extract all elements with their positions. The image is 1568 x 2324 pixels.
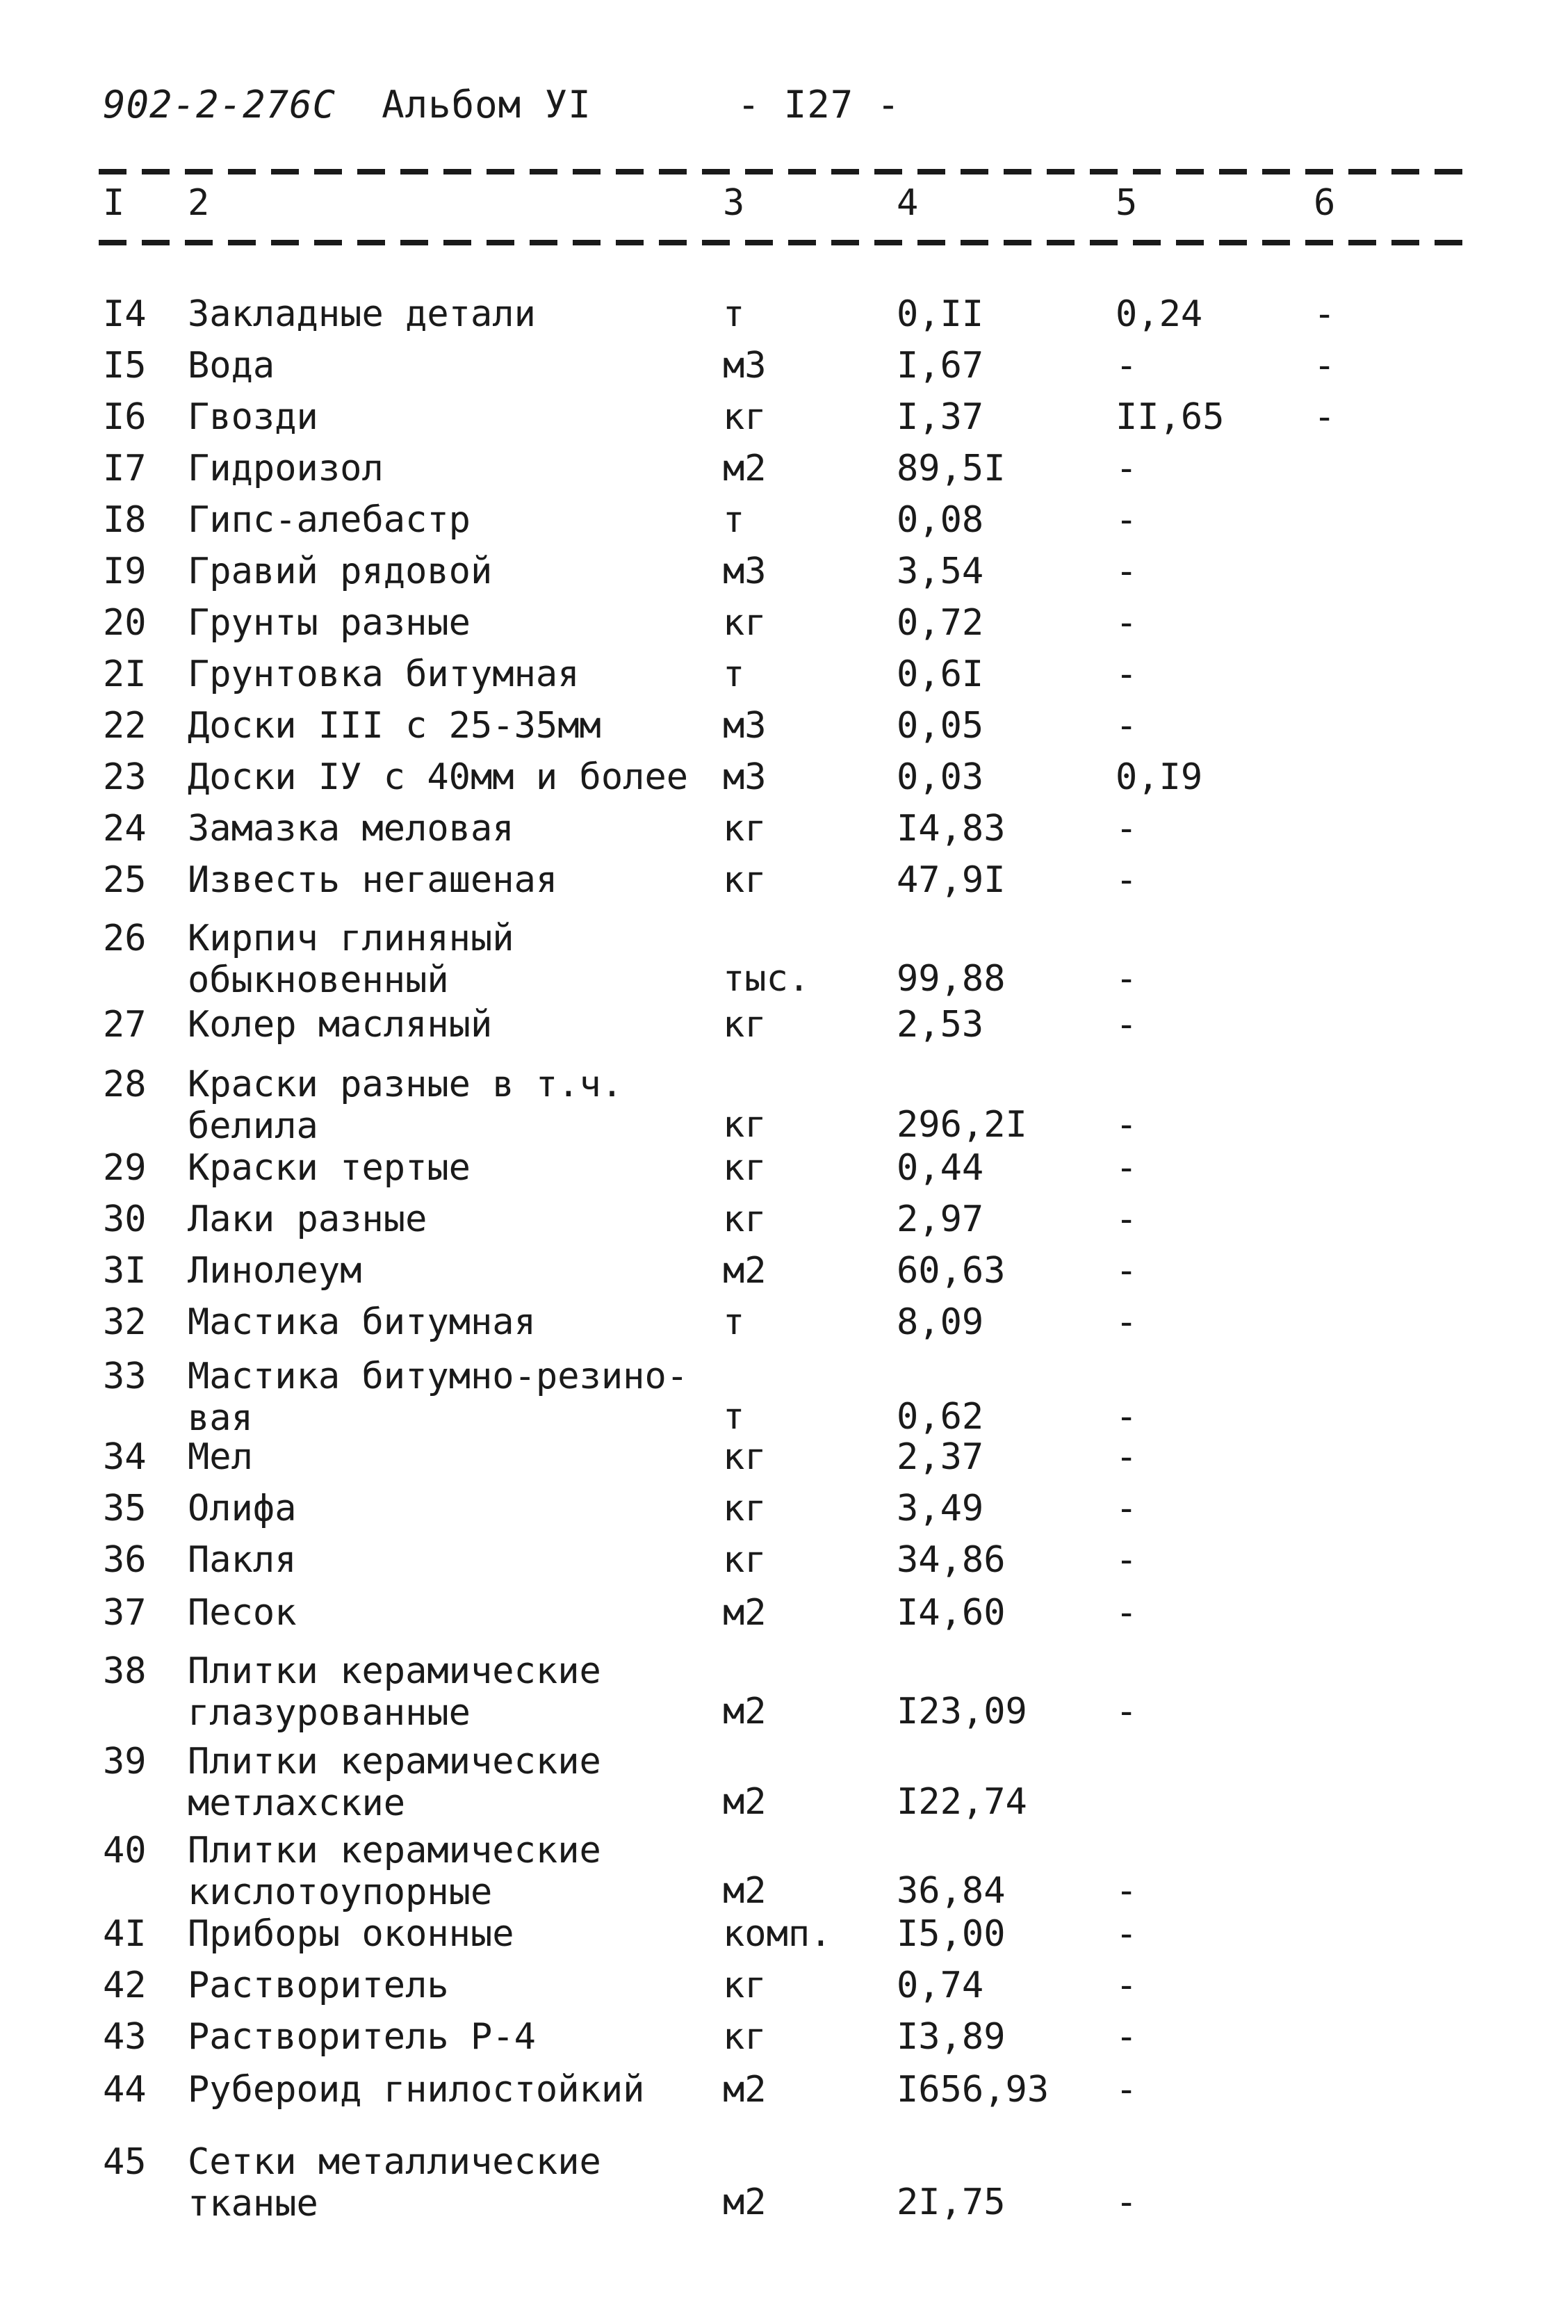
value-column-4: 0,03 (897, 756, 984, 798)
row-number: 27 (103, 1004, 147, 1046)
material-name: Мел (188, 1436, 253, 1478)
value-column-4: 89,5I (897, 448, 1006, 489)
column-header-1: I (103, 182, 125, 224)
value-column-4: 2,53 (897, 1004, 984, 1046)
unit-of-measure: м2 (723, 1870, 767, 1912)
value-column-4: 3,54 (897, 551, 984, 592)
value-column-4: 8,09 (897, 1301, 984, 1343)
value-column-4: I,37 (897, 396, 984, 438)
value-column-4: 296,2I (897, 1104, 1027, 1146)
material-name: Лаки разные (188, 1198, 427, 1240)
value-column-4: I3,89 (897, 2016, 1006, 2058)
value-column-5: - (1116, 1691, 1138, 1732)
unit-of-measure: т (723, 1396, 745, 1438)
unit-of-measure: м3 (723, 756, 767, 798)
column-header-5: 5 (1116, 182, 1138, 224)
column-header-6: 6 (1314, 182, 1336, 224)
value-column-4: 2I,75 (897, 2181, 1006, 2223)
value-column-5: - (1116, 602, 1138, 644)
value-column-5: - (1116, 1436, 1138, 1478)
value-column-4: 0,6I (897, 653, 984, 695)
material-name: Известь негашеная (188, 859, 558, 901)
unit-of-measure: т (723, 1301, 745, 1343)
row-number: 30 (103, 1198, 147, 1240)
unit-of-measure: кг (723, 1004, 767, 1046)
material-name: Замазка меловая (188, 808, 514, 850)
row-number: 4I (103, 1913, 147, 1955)
material-name: Закладные детали (188, 293, 536, 335)
unit-of-measure: м2 (723, 1592, 767, 1634)
row-number: 29 (103, 1147, 147, 1189)
value-column-6: - (1314, 345, 1336, 387)
value-column-4: 47,9I (897, 859, 1006, 901)
unit-of-measure: кг (723, 1488, 767, 1529)
value-column-5: - (1116, 808, 1138, 850)
row-number: 28 (103, 1064, 147, 1105)
value-column-5: II,65 (1116, 396, 1225, 438)
value-column-5: - (1116, 1396, 1138, 1438)
material-name: Колер масляный (188, 1004, 493, 1046)
value-column-5: - (1116, 2181, 1138, 2223)
row-number: 36 (103, 1539, 147, 1581)
row-number: 45 (103, 2141, 147, 2183)
unit-of-measure: кг (723, 859, 767, 901)
value-column-5: - (1116, 2069, 1138, 2111)
unit-of-measure: м2 (723, 1691, 767, 1732)
unit-of-measure: м2 (723, 2069, 767, 2111)
material-name: Пакля (188, 1539, 297, 1581)
value-column-5: - (1116, 1488, 1138, 1529)
row-number: 32 (103, 1301, 147, 1343)
material-name: Гипс-алебастр (188, 499, 471, 541)
document-code: 902-2-276С (103, 82, 336, 127)
row-number: 26 (103, 918, 147, 959)
value-column-5: - (1116, 653, 1138, 695)
value-column-5: 0,I9 (1116, 756, 1203, 798)
value-column-4: 36,84 (897, 1870, 1006, 1912)
unit-of-measure: т (723, 499, 745, 541)
material-name: Сетки металлические тканые (188, 2141, 601, 2225)
value-column-4: I4,83 (897, 808, 1006, 850)
value-column-5: - (1116, 1147, 1138, 1189)
value-column-5: - (1116, 1198, 1138, 1240)
material-name: Гидроизол (188, 448, 384, 489)
unit-of-measure: кг (723, 1965, 767, 2006)
row-number: 2I (103, 653, 147, 695)
material-name: Мастика битумно-резино- вая (188, 1356, 689, 1439)
material-name: Краски разные в т.ч. белила (188, 1064, 623, 1147)
unit-of-measure: м2 (723, 1250, 767, 1292)
material-name: Линолеум (188, 1250, 362, 1292)
unit-of-measure: кг (723, 1539, 767, 1581)
value-column-5: - (1116, 1250, 1138, 1292)
row-number: 40 (103, 1830, 147, 1871)
value-column-5: 0,24 (1116, 293, 1203, 335)
unit-of-measure: т (723, 293, 745, 335)
unit-of-measure: кг (723, 396, 767, 438)
value-column-5: - (1116, 345, 1138, 387)
unit-of-measure: кг (723, 1104, 767, 1146)
album-label: Альбом УI (382, 82, 591, 127)
unit-of-measure: кг (723, 602, 767, 644)
value-column-5: - (1116, 499, 1138, 541)
material-name: Плитки керамические кислотоупорные (188, 1830, 601, 1913)
column-header-2: 2 (188, 182, 210, 224)
unit-of-measure: м2 (723, 448, 767, 489)
value-column-4: 34,86 (897, 1539, 1006, 1581)
row-number: I6 (103, 396, 147, 438)
material-name: Грунты разные (188, 602, 471, 644)
row-number: 44 (103, 2069, 147, 2111)
value-column-5: - (1116, 958, 1138, 1000)
value-column-5: - (1116, 859, 1138, 901)
value-column-6: - (1314, 293, 1336, 335)
material-name: Растворитель Р-4 (188, 2016, 536, 2058)
value-column-4: 99,88 (897, 958, 1006, 1000)
value-column-4: 60,63 (897, 1250, 1006, 1292)
row-number: 43 (103, 2016, 147, 2058)
table-header-rule (99, 240, 1476, 245)
value-column-4: 0,05 (897, 705, 984, 747)
value-column-5: - (1116, 1539, 1138, 1581)
value-column-4: 0,72 (897, 602, 984, 644)
row-number: 25 (103, 859, 147, 901)
material-name: Доски IУ с 40мм и более (188, 756, 689, 798)
value-column-5: - (1116, 1965, 1138, 2006)
value-column-5: - (1116, 705, 1138, 747)
column-header-3: 3 (723, 182, 745, 224)
unit-of-measure: м3 (723, 345, 767, 387)
row-number: 20 (103, 602, 147, 644)
value-column-5: - (1116, 1104, 1138, 1146)
value-column-4: I5,00 (897, 1913, 1006, 1955)
value-column-5: - (1116, 1301, 1138, 1343)
unit-of-measure: м3 (723, 551, 767, 592)
row-number: 23 (103, 756, 147, 798)
value-column-4: 0,II (897, 293, 984, 335)
row-number: 37 (103, 1592, 147, 1634)
unit-of-measure: кг (723, 1147, 767, 1189)
row-number: 24 (103, 808, 147, 850)
material-name: Краски тертые (188, 1147, 471, 1189)
row-number: I7 (103, 448, 147, 489)
unit-of-measure: тыс. (723, 958, 810, 1000)
row-number: I9 (103, 551, 147, 592)
material-name: Приборы оконные (188, 1913, 514, 1955)
page-number: - I27 - (737, 82, 901, 127)
row-number: 35 (103, 1488, 147, 1529)
unit-of-measure: кг (723, 1436, 767, 1478)
value-column-4: I656,93 (897, 2069, 1050, 2111)
value-column-4: 2,37 (897, 1436, 984, 1478)
unit-of-measure: комп. (723, 1913, 832, 1955)
unit-of-measure: кг (723, 808, 767, 850)
value-column-4: 2,97 (897, 1198, 984, 1240)
value-column-5: - (1116, 1592, 1138, 1634)
unit-of-measure: кг (723, 1198, 767, 1240)
material-name: Гравий рядовой (188, 551, 493, 592)
material-name: Вода (188, 345, 275, 387)
unit-of-measure: кг (723, 2016, 767, 2058)
value-column-4: I23,09 (897, 1691, 1027, 1732)
row-number: 34 (103, 1436, 147, 1478)
value-column-5: - (1116, 1913, 1138, 1955)
material-name: Плитки керамические метлахские (188, 1741, 601, 1824)
material-name: Гвозди (188, 396, 318, 438)
row-number: 38 (103, 1650, 147, 1692)
unit-of-measure: м2 (723, 1781, 767, 1823)
material-name: Плитки керамические глазурованные (188, 1650, 601, 1734)
material-name: Доски III с 25-35мм (188, 705, 601, 747)
unit-of-measure: м2 (723, 2181, 767, 2223)
unit-of-measure: м3 (723, 705, 767, 747)
row-number: 3I (103, 1250, 147, 1292)
value-column-4: 0,08 (897, 499, 984, 541)
value-column-5: - (1116, 1004, 1138, 1046)
row-number: I5 (103, 345, 147, 387)
material-name: Олифа (188, 1488, 297, 1529)
value-column-6: - (1314, 396, 1336, 438)
row-number: I8 (103, 499, 147, 541)
page-header (103, 76, 900, 132)
value-column-4: 0,44 (897, 1147, 984, 1189)
material-name: Растворитель (188, 1965, 449, 2006)
material-name: Мастика битумная (188, 1301, 536, 1343)
material-name: Грунтовка битумная (188, 653, 580, 695)
value-column-5: - (1116, 551, 1138, 592)
value-column-5: - (1116, 1870, 1138, 1912)
row-number: 39 (103, 1741, 147, 1782)
unit-of-measure: т (723, 653, 745, 695)
value-column-4: I22,74 (897, 1781, 1027, 1823)
value-column-4: 3,49 (897, 1488, 984, 1529)
row-number: 33 (103, 1356, 147, 1397)
table-top-rule (99, 169, 1476, 174)
value-column-4: I4,60 (897, 1592, 1006, 1634)
value-column-5: - (1116, 2016, 1138, 2058)
material-name: Песок (188, 1592, 297, 1634)
value-column-4: 0,62 (897, 1396, 984, 1438)
value-column-4: 0,74 (897, 1965, 984, 2006)
row-number: I4 (103, 293, 147, 335)
material-name: Кирпич глиняный обыкновенный (188, 918, 514, 1001)
material-name: Рубероид гнилостойкий (188, 2069, 645, 2111)
value-column-5: - (1116, 448, 1138, 489)
column-header-4: 4 (897, 182, 919, 224)
row-number: 42 (103, 1965, 147, 2006)
row-number: 22 (103, 705, 147, 747)
value-column-4: I,67 (897, 345, 984, 387)
